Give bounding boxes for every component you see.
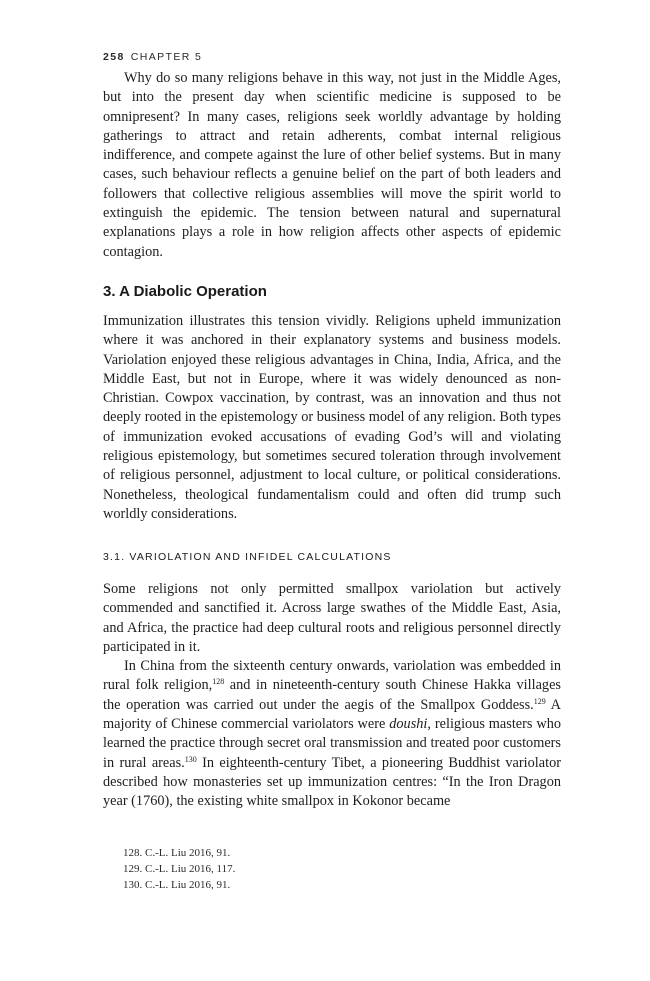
chapter-label: CHAPTER 5 [130,51,203,63]
p4-text-c: A majority of Chinese commercial variolators were [103,696,561,733]
p4-text-a: In China from the sixteenth century onwards, variolation was embedded in rural folk religion, [103,658,561,694]
footnote-ref-130[interactable]: 130 [184,754,197,764]
body-block-2 [103,312,561,524]
p4-text-d: , religious masters who learned the practice through secret oral transmission and treated poor customers in rural areas. [103,716,562,771]
subsection-heading: 3.1. VARIOLATION AND INFIDEL CALCULATIONS [103,551,392,563]
paragraph-2: Immunization illustrates this tension vividly. Religions upheld immunization where it was anchored in their explanatory systems and business models. Variolation enjoyed these religious advantages in China, India, Africa, and the Middle East, but not in Europe, where it was widely denounced as non-Christian. Cowpox vaccination, by contrast, was an innovation and thus not deeply rooted in the epistemology or business model of any religion. Both types of immunization evoked accusations of evading God’s will and violating religious epistemology, but sometimes secured toleration through involvement of religious personnel, adjustment to local culture, or political considerations. Nonetheless, theological fundamentalism could and often did trump such worldly considerations. [103,313,561,522]
p4-text-b: and in nineteenth-century south Chinese Hakka villages the operation was carried out under the aegis of the Smallpox Goddess. [103,677,561,713]
paragraph-3: Some religions not only permitted smallpox variolation but actively commended and sanctified it. Across large swathes of the Middle East, Asia, and Africa, the practice had deep cultural roots and religious personnel directly participated in it. [103,581,561,655]
page-number: 258 [103,51,125,63]
running-header [103,51,202,63]
footnote-129: 129. C.-L. Liu 2016, 117. [123,863,236,875]
footnotes [123,845,235,893]
p4-text-e: In eighteenth-century Tibet, a pioneering Buddhist variolator described how monasteries set up immunization centres: “In the Iron Dragon year (1760), the existing white smallpox in Kokonor became [103,754,561,810]
footnote-ref-128[interactable]: 128 [212,677,225,687]
italic-term-doushi: doushi [389,716,428,733]
footnote-ref-129[interactable]: 129 [533,696,546,706]
section-heading: 3. A Diabolic Operation [103,283,267,300]
footnote-128: 128. C.-L. Liu 2016, 91. [123,847,231,859]
footnote-130: 130. C.-L. Liu 2016, 91. [123,879,231,891]
body-block-1 [103,69,561,262]
paragraph-1: Why do so many religions behave in this way, not just in the Middle Ages, but into the present day when scientific medicine is supposed to be omnipresent? In many cases, religions seek worldly advantage by holding gatherings to attract and retain adherents, combat internal religious indifference, and compete against the lure of other belief systems. But in many cases, such behaviour reflects a genuine belief on the part of both leaders and followers that collective religious assemblies will move the spirit world to extinguish the epidemic. The tension between natural and supernatural explanations plays a role in how religion affects other aspects of epidemic contagion. [103,70,561,260]
body-block-3 [103,580,561,812]
paragraph-4 [103,657,561,811]
